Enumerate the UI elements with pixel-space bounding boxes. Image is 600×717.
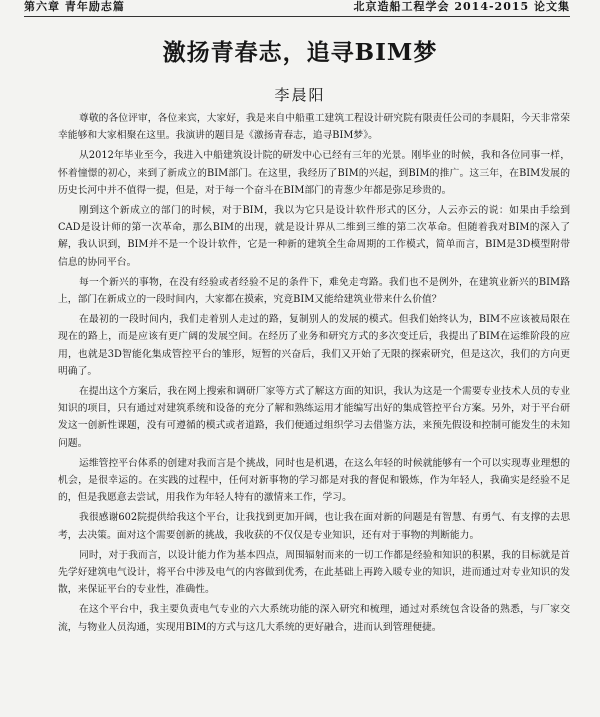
- header-collection: 北京造船工程学会 2014-2015 论文集: [353, 0, 570, 13]
- paragraph: 每一个新兴的事物，在没有经验或者经验不足的条件下，难免走弯路。我们也不是例外，在建筑业新兴的BIM路上，部门在新成立的一段时间内，大家都在摸索，究竟BIM又能给建筑业带来什么价值？: [58, 276, 570, 306]
- paragraph: 在提出这个方案后，我在网上搜索和调研厂家等方式了解这方面的知识，我认为这是一个需要专业技术人员的专业知识的项目，只有通过对建筑系统和设备的充分了解和熟练运用才能编写出好的集成管控平台方案。另外，对于平台研发这一创新性课题，没有可遵循的模式或者道路，我们便通过组织学习去借鉴方法，来预先假设和控制可能发生的未知问题。: [58, 386, 570, 449]
- paragraph: 从2012年毕业至今，我进入中船建筑设计院的研发中心已经有三年的光景。刚毕业的时候，我和各位同事一样，怀着憧憬的初心，来到了新成立的BIM部门。在这里，我经历了BIM的兴起，到BIM的推广。这三年，在BIM发展的历史长河中并不值得一提，但是，对于每一个奋斗在BIM部门的青葱少年都是弥足珍贵的。: [58, 150, 570, 196]
- author-name: 李晨阳: [274, 86, 326, 104]
- paragraph: 尊敬的各位评审，各位来宾，大家好，我是来自中船重工建筑工程设计研究院有限责任公司的李晨阳，今天非常荣幸能够和大家相聚在这里。我演讲的题目是《激扬青春志，追寻BIM梦》。: [58, 113, 570, 142]
- paragraph: 在最初的一段时间内，我们走着别人走过的路，复制别人的发展的模式。但我们始终认为，BIM不应该被局限在现在的路上，而是应该有更广阔的发展空间。在经历了业务和研究方式的多次变迁后，我提出了BIM在运维阶段的应用，也就是3D智能化集成管控平台的雏形，短暂的兴奋后，我们又开始了无限的探索研究，但是这次，我们的方向更明确了。: [58, 314, 570, 377]
- paragraph: 同时，对于我而言，以设计能力作为基本四点，周围辐射而来的一切工作都是经验和知识的积累，我的目标就是首先学好建筑电气设计，将平台中涉及电气的内容做到优秀，在此基础上再跨入暖专业的知识，进而通过对专业知识的发散，来保证平台的专业性，准确性。: [58, 549, 570, 596]
- paragraph: 运维管控平台体系的创建对我而言是个挑战，同时也是机遇，在这么年轻的时候就能够有一个可以实现專业理想的机会，是很幸运的。在实践的过程中，任何对新事物的学习都是对我的督促和锻炼，作为年轻人，我确实是经验不足的，但是我愿意去尝试，用我作为年轻人特有的激情来工作，学习。: [58, 457, 570, 504]
- paragraph: 我很感谢602院提供给我这个平台，让我找到更加开阔，也让我在面对新的问题是有智慧、有勇气、有支撑的去思考，去决策。面对这个需要创新的挑战，我收获的不仅仅是专业知识，还有对于事物的判断能力。: [58, 512, 570, 541]
- running-header: [24, 0, 570, 17]
- article-title: 激扬青春志，追寻BIM梦: [162, 39, 438, 66]
- paragraph: 刚到这个新成立的部门的时候，对于BIM，我以为它只是设计软件形式的区分，人云亦云的说：如果由手绘到CAD是设计师的第一次革命，那么BIM的出现，就是设计界从二维到三维的第二次革命。但随着我对BIM的深入了解，我认识到，BIM并不是一个设计软件，它是一种新的建筑全生命周期的工作模式，简单而言，BIM是3D模型附带信息的协同平台。: [58, 205, 570, 268]
- header-chapter: 第六章 青年励志篇: [24, 0, 125, 13]
- article-body: [58, 110, 570, 639]
- paragraph: 在这个平台中，我主要负责电气专业的六大系统功能的深入研究和梳理，通过对系统包含设备的熟悉，与厂家交流，与物业人员沟通，实现用BIM的方式与这几大系统的更好融合，进而认到管理便捷。: [58, 604, 570, 633]
